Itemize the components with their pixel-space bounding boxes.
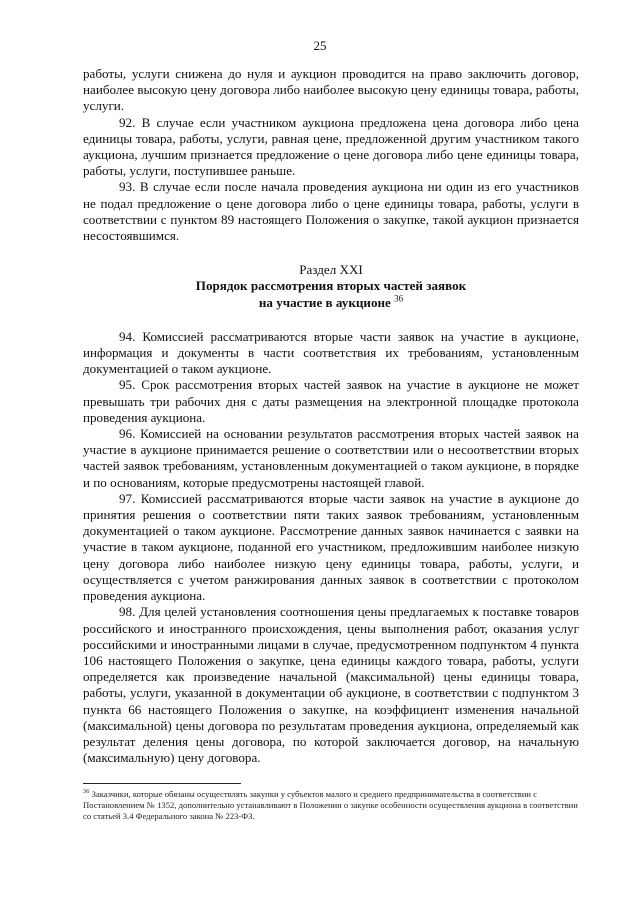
paragraph-95: 95. Срок рассмотрения вторых частей заявок на участие в аукционе не может превышать три рабочих дня с даты размещения на электронной площадке протокола проведения аукциона. (83, 377, 579, 425)
section-label: Раздел XXI (299, 262, 363, 278)
page-number: 25 (313, 38, 327, 53)
section-title-line-2 (83, 295, 579, 311)
paragraph-96: 96. Комиссией на основании результатов рассмотрения вторых частей заявок на участие в аукционе принимается решение о соответствии или о несоответствии вторых частей заявок требованиям, установленным документацией о таком аукционе, в порядке и по основаниям, которые предусмотрены настоящей главой. (83, 426, 579, 490)
footnote-divider (83, 783, 241, 784)
footnote-text: Заказчики, которые обязаны осуществлять закупки у субъектов малого и среднего предпринимательства в соответствии с Постановлением № 1352, дополнительно устанавливают в Положении о закупке особенности осуществления аукциона в соответствии со статьей 3.4 Федерального закона № 223-ФЗ. (83, 789, 578, 822)
body-text (83, 66, 579, 766)
paragraph-98: 98. Для целей установления соотношения цены предлагаемых к поставке товаров российского и иностранного происхождения, цены выполнения работ, оказания услуг российскими и иностранными лицами в случае, предусмотренном подпунктом 4 пункта 106 настоящего Положения о закупке, цена единицы каждого товара, работы, услуги определяется как произведение начальной (максимальной) цены единицы товара, работы, услуги, указанной в документации об аукционе, в соответствии с подпунктом 3 пункта 66 настоящего Положения о закупке, на коэффициент изменения начальной (максимальной) цены договора по результатам проведения аукциона, определяемый как результат деления цены договора, по которой заключается договор, на начальную (максимальную) цену договора. (83, 604, 579, 766)
paragraph-93: 93. В случае если после начала проведения аукциона ни один из его участников не подал предложение о цене договора либо о цене единицы товара, работы, услуги в соответствии с пунктом 89 настоящего Положения о закупке, такой аукцион признается несостоявшимся. (83, 179, 579, 244)
paragraph-97: 97. Комиссией рассматриваются вторые части заявок на участие в аукционе до принятия решения о соответствии пяти таких заявок требованиям, установленным документацией о таком аукционе. Рассмотрение данных заявок начинается с заявки на участие в таком аукционе, поданной его участником, предложившим наиболее низкую цену договора либо наиболее низкую цену единицы товара, работы, услуги, и осуществляется с учетом ранжирования данных заявок в соответствии с протоколом проведения аукциона. (83, 490, 579, 604)
footnote-reference: 36 (394, 293, 404, 304)
paragraph-94: 94. Комиссией рассматриваются вторые части заявок на участие в аукционе, информация и документы в части соответствия их требованиям, установленным документацией о таком аукционе. (83, 328, 579, 377)
section-title-line-1: Порядок рассмотрения вторых частей заявок (195, 278, 467, 294)
section-title-line-2-text: на участие в аукционе (258, 294, 391, 310)
paragraph-92: 92. В случае если участником аукциона предложена цена договора либо цена единицы товара, работы, услуги, равная цене, предложенной другим участником такого аукциона, лучшим признается предложение о цене договора либо цене единицы товара, работы, услуги, поступившее раньше. (83, 114, 579, 179)
footnote-number: 36 (83, 788, 90, 796)
paragraph-continuation: работы, услуги снижена до нуля и аукцион проводится на право заключить договор, наиболее высокую цену договора либо наиболее высокую цену единицы товара, работы, услуги. (83, 66, 579, 114)
footnote (83, 789, 579, 823)
